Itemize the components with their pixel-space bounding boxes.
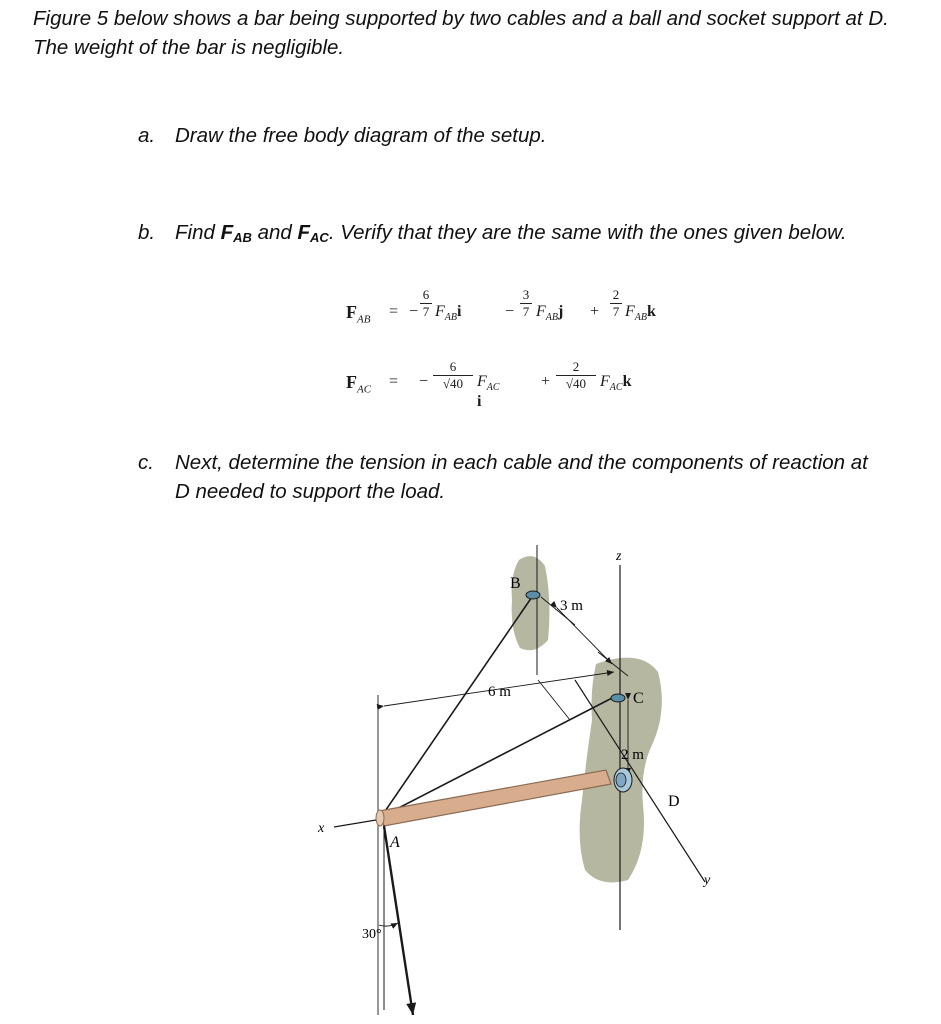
fac-neg-1: − <box>419 373 429 390</box>
fab-term-j: $F_{AB}j$ <box>536 303 564 324</box>
item-a-text: Draw the free body diagram of the setup. <box>175 124 547 147</box>
fac-equals: = <box>389 373 399 390</box>
fab-op-3: + <box>590 303 600 320</box>
eyelet-b <box>526 591 540 599</box>
fab-term-i: $F_{AB}i$ <box>435 303 462 324</box>
item-b-text: Find $F_{AB}$ and $F_{AC}$. Verify that they are the same with the ones given below. <box>175 221 847 245</box>
eyelet-c <box>611 694 625 702</box>
label-a: A <box>390 834 400 851</box>
label-x: x <box>318 821 325 836</box>
bar-end-a <box>376 810 384 826</box>
socket-d-ball <box>616 773 626 787</box>
label-6m: 6 m <box>488 684 511 700</box>
item-b-marker: b. <box>138 221 156 244</box>
label-y: y <box>704 873 711 888</box>
fac-fraction-2: 2 √40 <box>556 360 596 391</box>
fac-term-i: $F_{AC}$ i <box>477 373 500 411</box>
problem-intro: Figure 5 below shows a bar being supported by two cables and a ball and socket support at D. The weight of the bar is negligible. <box>33 7 889 59</box>
fab-op-2: − <box>505 303 515 320</box>
label-d: D <box>668 793 680 810</box>
item-a-marker: a. <box>138 124 156 147</box>
fab-term-k: $F_{AB}k$ <box>625 303 656 324</box>
load-arrow <box>384 826 413 1015</box>
item-c-text: Next, determine the tension in each cable and the components of reaction at D needed to support the load. <box>175 451 868 503</box>
fab-symbol: $F_{AB}$ <box>220 221 252 245</box>
bar-ad <box>379 770 611 826</box>
fab-lhs: $F_{AB}$ <box>346 302 371 326</box>
fab-fraction-2: 3 7 <box>520 288 532 319</box>
label-30deg: 30° <box>362 927 382 942</box>
fab-fraction-1: 6 7 <box>420 288 432 319</box>
fac-fraction-1: 6 √40 <box>433 360 473 391</box>
cable-ab <box>381 594 534 817</box>
label-3m: 3 m <box>560 598 583 614</box>
dim-3m-line <box>557 608 612 664</box>
fac-lhs: $F_{AC}$ <box>346 372 372 396</box>
label-2m: 2 m <box>621 747 644 763</box>
label-b: B <box>510 575 521 592</box>
label-c: C <box>633 690 644 707</box>
fab-neg-1: − <box>409 303 419 320</box>
fab-equals: = <box>389 303 399 320</box>
item-c-marker: c. <box>138 451 154 474</box>
fac-symbol: $F_{AC}$ <box>297 221 329 245</box>
c-diagonal-guide <box>538 680 570 720</box>
label-z: z <box>616 549 622 564</box>
angle-arc <box>379 923 398 926</box>
wall-shade-b <box>512 556 550 650</box>
fac-term-k: $F_{AC}k$ <box>600 373 632 394</box>
fab-fraction-3: 2 7 <box>610 288 622 319</box>
x-axis <box>334 820 376 827</box>
fac-op-2: + <box>541 373 551 390</box>
